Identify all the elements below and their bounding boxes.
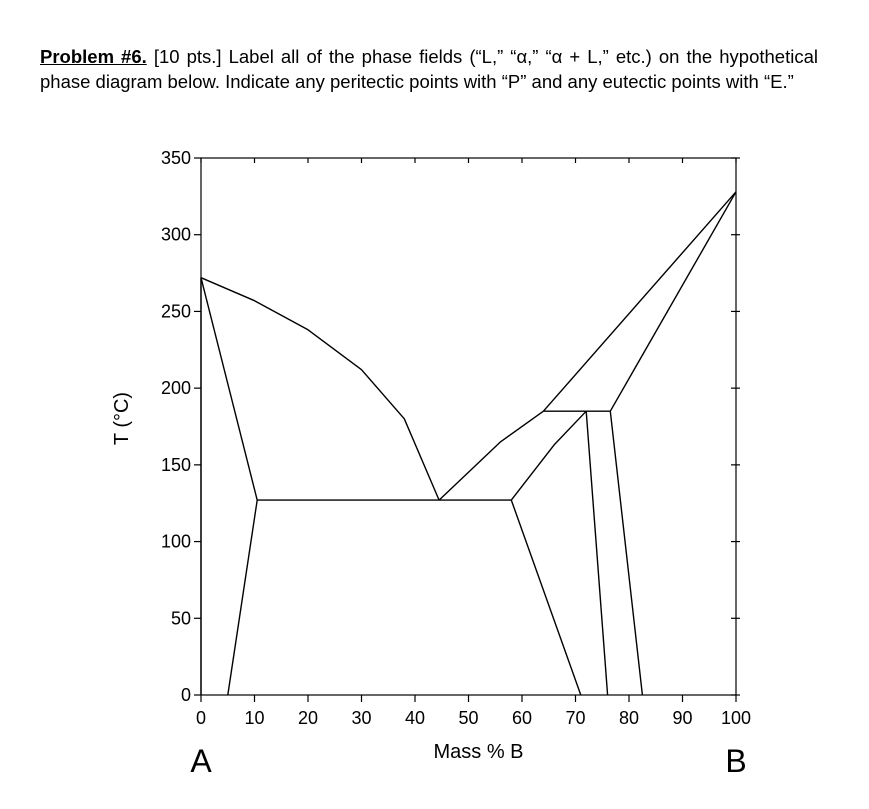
y-tick-label: 150 (160, 454, 191, 475)
x-tick-label: 50 (458, 708, 479, 728)
y-tick-label: 50 (170, 608, 191, 629)
plot-frame (201, 158, 736, 695)
phase-boundary-line (228, 500, 257, 695)
y-tick-label: 200 (160, 378, 191, 399)
y-axis-label: T (°C) (111, 391, 133, 446)
y-tick-label: 350 (160, 148, 191, 168)
phase-boundary-line (201, 278, 257, 500)
x-tick-label: 10 (244, 708, 265, 728)
x-tick-label: 90 (672, 708, 693, 728)
phase-boundary-line (511, 500, 581, 695)
x-tick-label: 40 (404, 708, 426, 728)
phase-boundary-line (511, 411, 586, 500)
x-tick-label: 80 (618, 708, 640, 728)
x-tick-label: 100 (720, 708, 752, 728)
x-tick-label: 30 (351, 708, 372, 728)
x-tick-label: 0 (195, 708, 207, 728)
x-tick-label: 70 (565, 708, 586, 728)
x-axis-label: Mass % B (433, 741, 524, 763)
problem-points: [10 pts.] (146, 46, 222, 67)
phase-boundary-line (610, 192, 736, 411)
phase-boundary-line (439, 411, 543, 500)
y-tick-label: 100 (160, 531, 191, 552)
phase-boundary-line (586, 411, 607, 695)
y-tick-label: 0 (180, 685, 191, 705)
x-tick-label: 60 (511, 708, 533, 728)
x-tick-label: 20 (297, 708, 319, 728)
problem-text: Label all of the phase fields (“L,” “α,” “α + L,” etc.) on the hypothetical phase diagram below. Indicate any peritectic points with “P” and any eutectic points with “E.” (40, 46, 818, 92)
component-a-label: A (190, 743, 212, 779)
component-b-label: B (725, 743, 747, 779)
problem-title: Problem #6. (40, 46, 147, 67)
y-tick-label: 250 (160, 301, 191, 322)
y-tick-label: 300 (160, 224, 191, 245)
phase-boundary-line (543, 192, 736, 411)
phase-boundary-line (610, 411, 642, 695)
phase-boundary-line (201, 278, 439, 500)
